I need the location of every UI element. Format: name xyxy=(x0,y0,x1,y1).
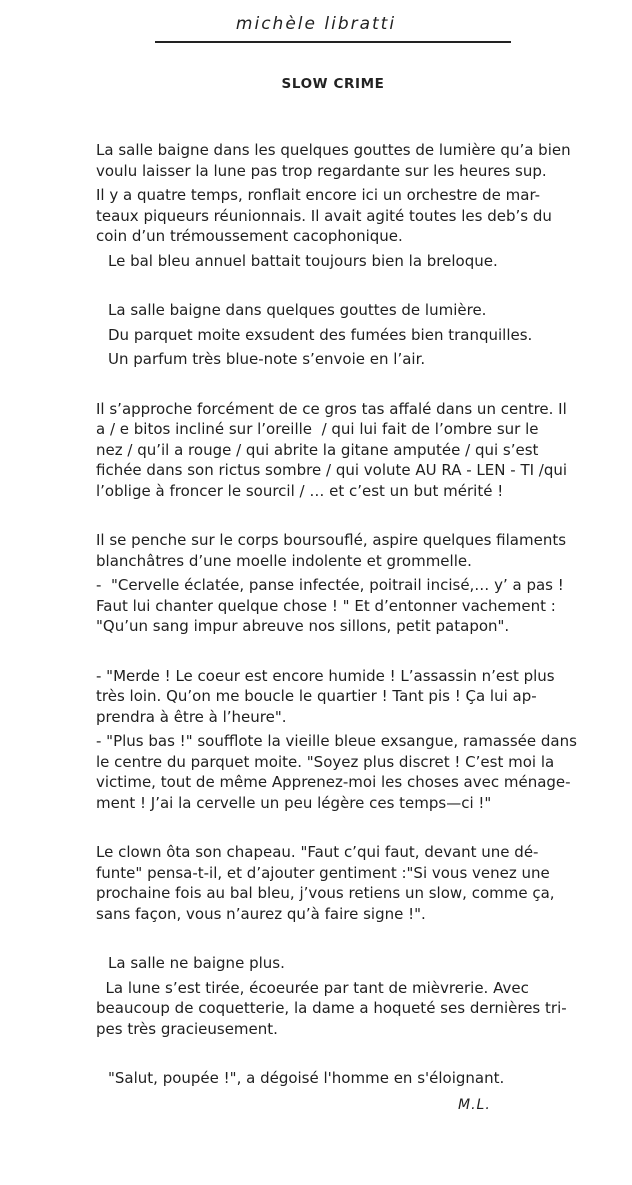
text-line: - "Cervelle éclatée, panse infectée, poitrail incisé,… y’ a pas ! xyxy=(96,576,564,594)
paragraph-7 xyxy=(96,399,572,502)
text-line: La salle baigne dans les quelques gouttes de lumière qu’a bien xyxy=(96,141,571,159)
text-line: ment ! J’ai la cervelle un peu légère ces temps—ci !" xyxy=(96,793,492,812)
text-line: voulu laisser la lune pas trop regardante sur les heures sup. xyxy=(96,161,547,180)
text-line: sans façon, vous n’aurez qu’à faire signe !". xyxy=(96,904,426,923)
text-line: Il se penche sur le corps boursouflé, aspire quelques filaments xyxy=(96,531,567,549)
text-line: prendra à être à l’heure". xyxy=(96,707,287,726)
text-line: - "Plus bas !" soufflote la vieille bleue exsangue, ramassée dans xyxy=(96,732,577,750)
paragraph-8 xyxy=(96,530,572,571)
text-line: La lune s’est tirée, écoeurée par tant de mièvrerie. Avec xyxy=(96,978,529,997)
text-line: l’oblige à froncer le sourcil / … et c’est un but mérité ! xyxy=(96,481,504,500)
paragraph-14 xyxy=(96,978,572,1040)
text-line: "Qu’un sang impur abreuve nos sillons, petit patapon". xyxy=(96,617,510,635)
paragraph-4 xyxy=(96,300,572,321)
paragraph-13 xyxy=(96,953,572,974)
text-line: Un parfum très blue-note s’envoie en l’air. xyxy=(108,350,426,368)
page-title: SLOW CRIME xyxy=(281,76,385,92)
story-body xyxy=(96,140,577,1089)
text-line: nez / qu’il a rouge / qui abrite la gitane amputée / qui s’est xyxy=(96,440,539,459)
text-line: pes très gracieusement. xyxy=(96,1019,278,1038)
paragraph-12 xyxy=(96,842,572,924)
text-line: le centre du parquet moite. "Soyez plus discret ! C’est moi la xyxy=(96,752,555,771)
signature: M.L. xyxy=(458,1097,491,1113)
text-line: Le bal bleu annuel battait toujours bien la breloque. xyxy=(108,251,498,270)
text-line: teaux piqueurs réunionnais. Il avait agité toutes les deb’s du xyxy=(96,206,552,225)
text-line: Faut lui chanter quelque chose ! " Et d’entonner vachement : xyxy=(96,596,556,615)
text-line: prochaine fois au bal bleu, j’vous retiens un slow, comme ça, xyxy=(96,884,555,902)
text-line: coin d’un trémoussement cacophonique. xyxy=(96,227,403,245)
text-line: La salle baigne dans quelques gouttes de lumière. xyxy=(108,301,487,319)
header-divider xyxy=(155,41,511,43)
text-line: Il y a quatre temps, ronflait encore ici un orchestre de mar- xyxy=(96,186,541,204)
text-line: funte" pensa-t-il, et d’ajouter gentiment :"Si vous venez une xyxy=(96,863,550,882)
paragraph-2 xyxy=(96,185,572,247)
paragraph-11 xyxy=(96,731,577,813)
text-line: - "Merde ! Le coeur est encore humide ! L’assassin n’est plus xyxy=(96,666,555,685)
text-line: a / e bitos incliné sur l’oreille / qui lui fait de l’ombre sur le xyxy=(96,420,539,438)
paragraph-10 xyxy=(96,666,572,728)
text-line: victime, tout de même Apprenez-moi les choses avec ménage- xyxy=(96,773,571,791)
paragraph-6 xyxy=(96,349,572,370)
text-line: La salle ne baigne plus. xyxy=(108,954,285,972)
paragraph-1 xyxy=(96,140,572,181)
paragraph-15 xyxy=(96,1068,572,1089)
paragraph-5 xyxy=(96,325,572,346)
text-line: Il s’approche forcément de ce gros tas affalé dans un centre. Il xyxy=(96,399,567,418)
author-header: michèle libratti xyxy=(235,14,397,34)
text-line: beaucoup de coquetterie, la dame a hoqueté ses dernières tri- xyxy=(96,999,567,1017)
paragraph-3 xyxy=(96,251,572,272)
text-line: blanchâtres d’une moelle indolente et grommelle. xyxy=(96,551,472,570)
paragraph-9 xyxy=(96,575,572,637)
text-line: "Salut, poupée !", a dégoisé l'homme en s'éloignant. xyxy=(108,1069,505,1087)
text-line: Du parquet moite exsudent des fumées bien tranquilles. xyxy=(108,325,533,344)
text-line: Le clown ôta son chapeau. "Faut c’qui faut, devant une dé- xyxy=(96,843,539,861)
text-line: fichée dans son rictus sombre / qui volute AU RA - LEN - TI /qui xyxy=(96,461,568,479)
text-line: très loin. Qu’on me boucle le quartier ! Tant pis ! Ça lui ap- xyxy=(96,687,537,705)
